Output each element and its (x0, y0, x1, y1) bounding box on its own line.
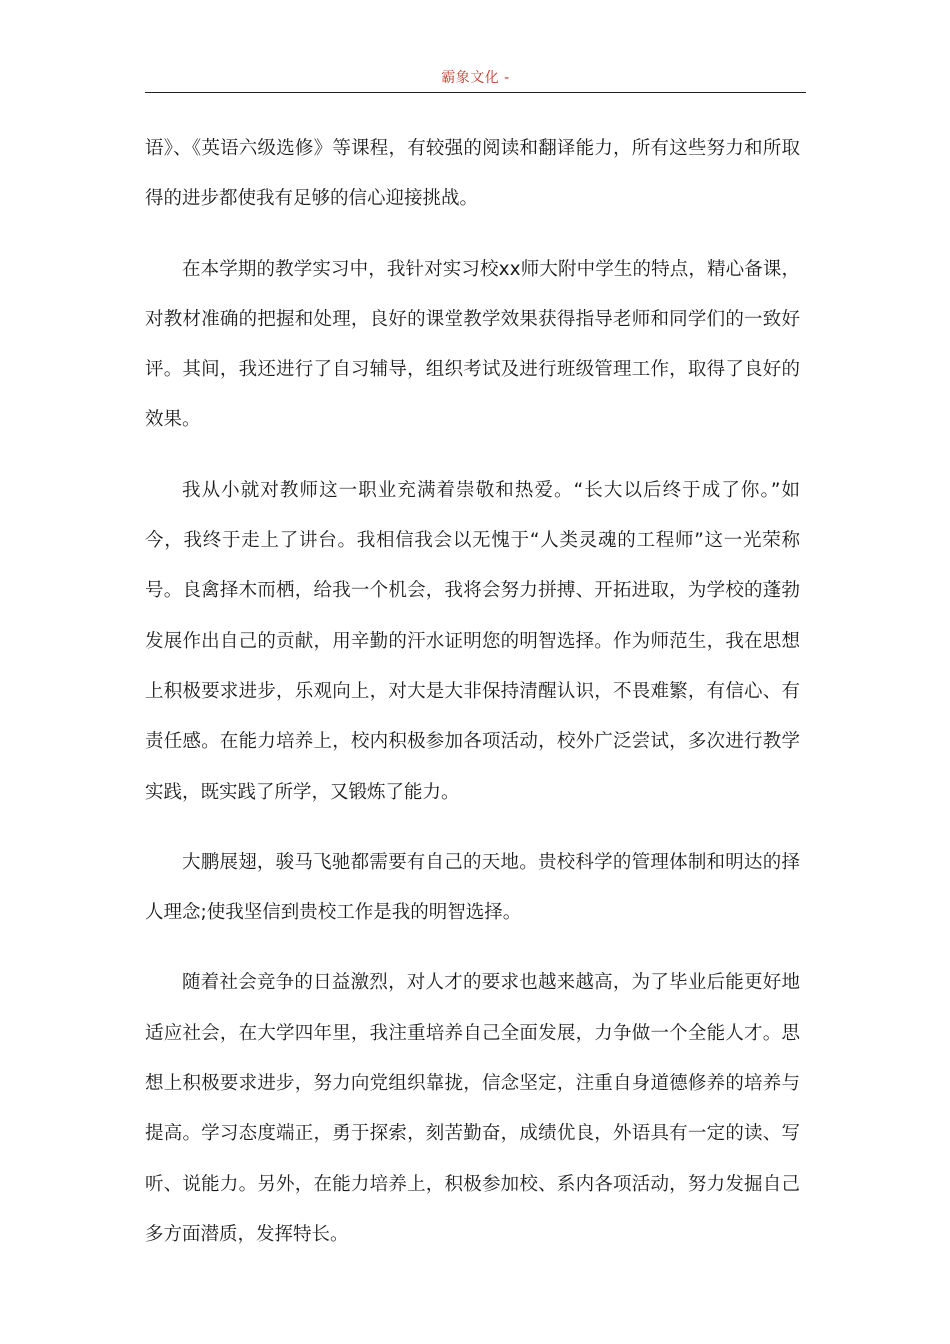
paragraph-self-development: 随着社会竞争的日益激烈，对人才的要求也越来越高，为了毕业后能更好地适应社会，在大学四年里，我注重培养自己全面发展，力争做一个全能人才。思想上积极要求进步，努力向党组织靠拢，信念坚定，注重自身道德修养的培养与提高。学习态度端正，勇于探索，刻苦勤奋，成绩优良，外语具有一定的读、写听、说能力。另外，在能力培养上，积极参加校、系内各项活动，努力发掘自己多方面潜质，发挥特长。 (145, 972, 800, 1245)
document-body (145, 124, 800, 1280)
paragraph-school-choice: 大鹏展翅，骏马飞驰都需要有自己的天地。贵校科学的管理体制和明达的择人理念;使我坚信到贵校工作是我的明智选择。 (145, 851, 800, 924)
paragraph-continued: 语》、《英语六级选修》等课程，有较强的阅读和翻译能力，所有这些努力和所取得的进步都使我有足够的信心迎接挑战。 (145, 138, 800, 210)
paragraph-teacher-aspiration: 我从小就对教师这一职业充满着崇敬和热爱。“长大以后终于成了你。”如今，我终于走上了讲台。我相信我会以无愧于“人类灵魂的工程师”这一光荣称号。良禽择木而栖，给我一个机会，我将会努力拼搏、开拓进取，为学校的蓬勃发展作出自己的贡献，用辛勤的汗水证明您的明智选择。作为师范生，我在思想上积极要求进步，乐观向上，对大是大非保持清醒认识，不畏难繁，有信心、有责任感。在能力培养上，校内积极参加各项活动，校外广泛尝试，多次进行教学实践，既实践了所学，又锻炼了能力。 (145, 479, 800, 803)
page-header (145, 66, 806, 93)
paragraph-teaching-internship: 在本学期的教学实习中，我针对实习校xx师大附中学生的特点，精心备课，对教材准确的把握和处理，良好的课堂教学效果获得指导老师和同学们的一致好评。其间，我还进行了自习辅导，组织考试及进行班级管理工作，取得了良好的效果。 (145, 258, 800, 431)
header-title: 霸象文化 - (441, 70, 510, 86)
